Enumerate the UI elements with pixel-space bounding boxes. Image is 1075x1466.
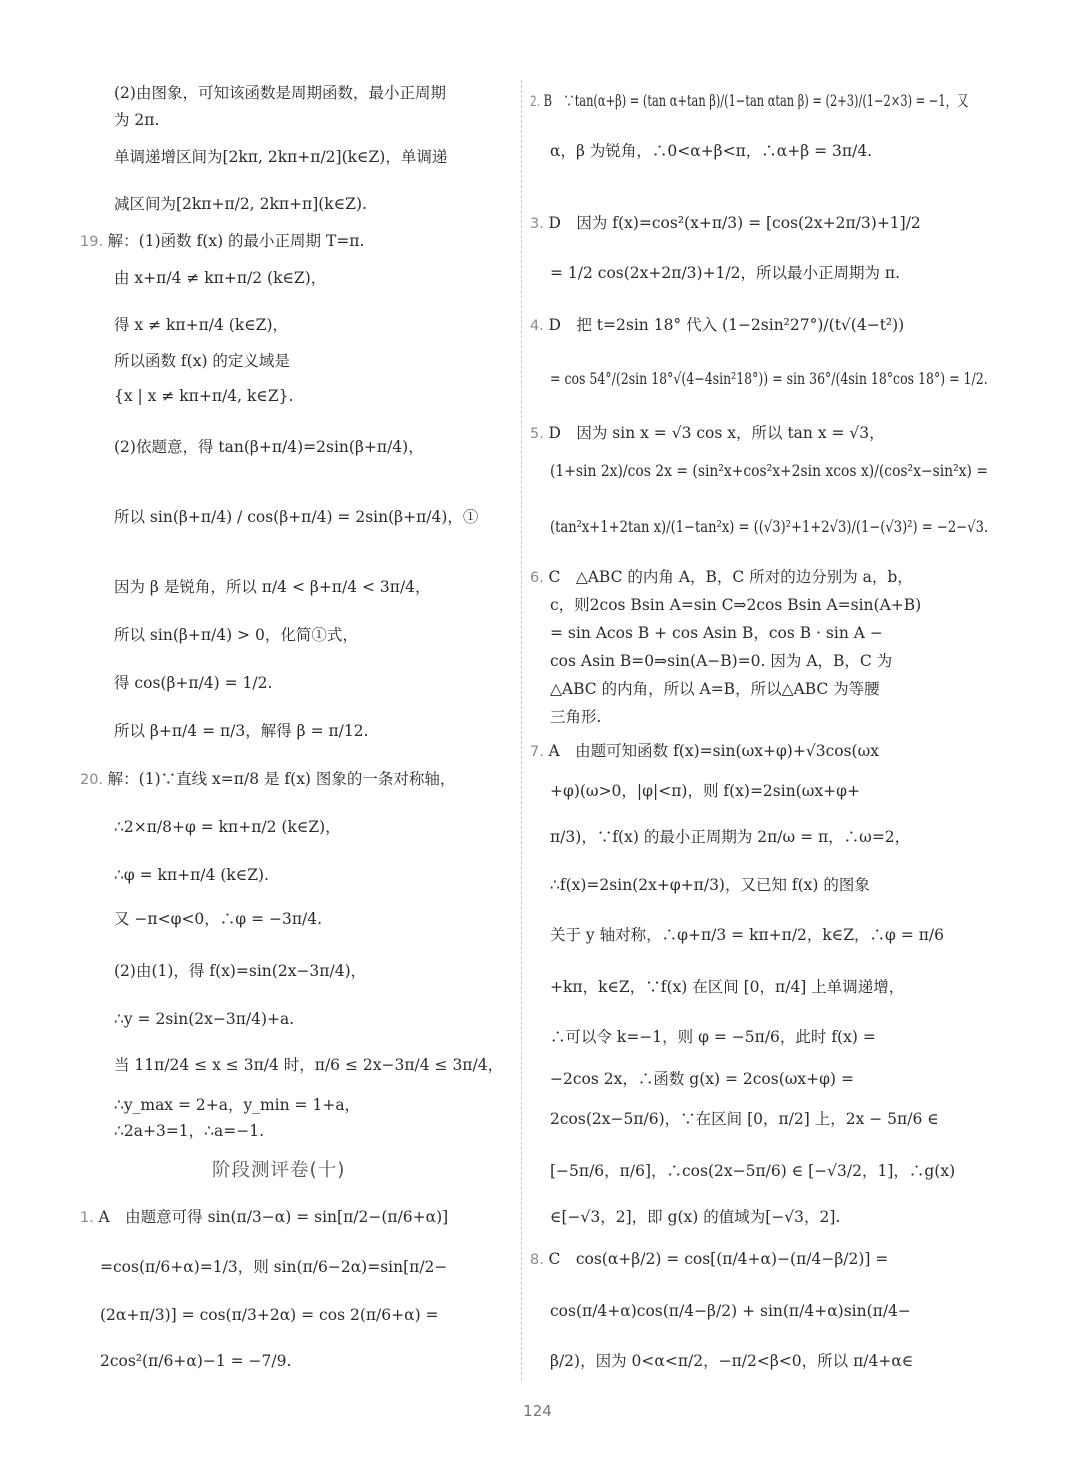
line-text: α，β 为锐角，∴0<α+β<π，∴α+β = 3π/4.	[550, 142, 873, 160]
left-line	[114, 1056, 503, 1075]
left-line	[114, 674, 272, 693]
line-text: D 把 t=2sin 18° 代入 (1−2sin²27°)/(t√(4−t²))	[548, 316, 905, 334]
line-text: (2α+π/3)] = cos(π/3+2α) = cos 2(π/6+α) =	[100, 1306, 439, 1324]
line-text: (1+sin 2x)/cos 2x = (sin²x+cos²x+2sin xcos x)/(cos²x−sin²x) =	[550, 462, 988, 480]
right-line	[550, 142, 872, 161]
line-text: ∈[−√3，2]，即 g(x) 的值域为[−√3，2].	[550, 1208, 841, 1226]
left-line	[114, 910, 322, 929]
left-line	[114, 818, 341, 837]
line-text: 2cos(2x−5π/6)，∵在区间 [0，π/2] 上，2x − 5π/6 ∈	[550, 1110, 939, 1128]
item-number: 6.	[530, 570, 549, 586]
line-text: {x | x ≠ kπ+π/4, k∈Z}.	[114, 387, 294, 405]
right-line	[530, 214, 921, 233]
right-line	[550, 1352, 913, 1371]
right-line	[550, 1110, 939, 1129]
line-text: 三角形.	[550, 708, 602, 726]
right-line	[550, 1302, 911, 1321]
left-line	[114, 269, 326, 288]
line-text: π/3)，∵f(x) 的最小正周期为 2π/ω = π，∴ω=2，	[550, 828, 911, 846]
line-text: 所以函数 f(x) 的定义域是	[114, 352, 290, 370]
line-text: +φ)(ω>0，|φ|<π)，则 f(x)=2sin(ωx+φ+	[550, 782, 860, 800]
line-text: 解：(1)函数 f(x) 的最小正周期 T=π.	[107, 232, 365, 250]
item-number: 19.	[80, 234, 108, 250]
right-line	[550, 828, 910, 847]
left-line	[114, 352, 290, 371]
line-text: 为 2π.	[114, 111, 160, 129]
left-line	[114, 316, 288, 335]
left-line	[114, 1122, 264, 1141]
line-text: cos(π/4+α)cos(π/4−β/2) + sin(π/4+α)sin(π/4−	[550, 1302, 911, 1320]
item-number: 7.	[530, 744, 549, 760]
line-text: 又 −π<φ<0，∴φ = −3π/4.	[114, 910, 323, 928]
item-number: 2.	[530, 94, 544, 110]
line-text: [−5π/6，π/6]，∴cos(2x−5π/6) ∈ [−√3/2，1]，∴g(x)	[550, 1162, 956, 1180]
right-line	[550, 978, 904, 997]
left-line	[114, 148, 447, 167]
item-number: 3.	[530, 216, 549, 232]
line-text: 所以 sin(β+π/4) > 0，化简①式，	[114, 626, 358, 644]
right-line	[550, 876, 870, 895]
right-line	[530, 424, 885, 443]
line-text: cos Asin B=0⇒sin(A−B)=0. 因为 A，B，C 为	[550, 652, 893, 670]
line-text: 单调递增区间为[2kπ, 2kπ+π/2](k∈Z)，单调递	[114, 148, 448, 166]
line-text: ∴2a+3=1，∴a=−1.	[114, 1122, 265, 1140]
right-line	[550, 782, 860, 801]
right-line	[550, 264, 900, 283]
line-text: 所以 sin(β+π/4) / cos(β+π/4) = 2sin(β+π/4)，①	[114, 508, 479, 526]
line-text: ∴φ = kπ+π/4 (k∈Z).	[114, 866, 269, 884]
line-text: 解：(1)∵直线 x=π/8 是 f(x) 图象的一条对称轴，	[107, 770, 456, 788]
line-text: = 1/2 cos(2x+2π/3)+1/2，所以最小正周期为 π.	[550, 264, 901, 282]
left-line	[114, 111, 159, 130]
line-text: 由 x+π/4 ≠ kπ+π/2 (k∈Z)，	[114, 269, 327, 287]
left-line	[114, 1010, 294, 1029]
right-line	[530, 92, 968, 111]
line-text: (2)依题意，得 tan(β+π/4)=2sin(β+π/4)，	[114, 438, 424, 456]
right-line	[550, 1162, 955, 1181]
right-line	[550, 370, 988, 389]
line-text: −2cos 2x，∴函数 g(x) = 2cos(ωx+φ) =	[550, 1070, 854, 1088]
line-text: A 由题意可得 sin(π/3−α) = sin[π/2−(π/6+α)]	[98, 1208, 449, 1226]
right-line	[550, 1208, 840, 1227]
right-line	[550, 926, 944, 945]
left-line	[100, 1306, 439, 1325]
left-line	[114, 1096, 360, 1115]
line-text: ∴2×π/8+φ = kπ+π/2 (k∈Z)，	[114, 818, 341, 836]
line-text: 减区间为[2kπ+π/2, 2kπ+π](k∈Z).	[114, 195, 367, 213]
right-line	[530, 316, 904, 335]
left-line	[114, 578, 431, 597]
line-text: 得 cos(β+π/4) = 1/2.	[114, 674, 273, 692]
line-text: 因为 β 是锐角，所以 π/4 < β+π/4 < 3π/4，	[114, 578, 431, 596]
line-text: = cos 54°/(2sin 18°√(4−4sin²18°)) = sin 36°/(4sin 18°cos 18°) = 1/2.	[550, 370, 988, 388]
right-line	[550, 1028, 876, 1047]
right-line	[550, 652, 892, 671]
item-number: 20.	[80, 772, 108, 788]
line-text: 2cos²(π/6+α)−1 = −7/9.	[100, 1352, 292, 1370]
left-line	[114, 722, 369, 741]
item-number: 8.	[530, 1252, 549, 1268]
line-text: △ABC 的内角，所以 A=B，所以△ABC 为等腰	[550, 680, 880, 698]
left-line	[100, 1258, 447, 1277]
item-number: 1.	[80, 1210, 99, 1226]
line-text: ∴可以令 k=−1，则 φ = −5π/6，此时 f(x) =	[550, 1028, 876, 1046]
left-line	[114, 626, 358, 645]
left-line	[114, 962, 366, 981]
right-line	[550, 462, 988, 481]
line-text: ∴y = 2sin(2x−3π/4)+a.	[114, 1010, 295, 1028]
line-text: 得 x ≠ kπ+π/4 (k∈Z)，	[114, 316, 289, 334]
right-line	[530, 742, 879, 761]
line-text: D 因为 sin x = √3 cos x，所以 tan x = √3，	[548, 424, 885, 442]
item-number: 4.	[530, 318, 549, 334]
right-line	[550, 1070, 854, 1089]
line-text: (2)由图象，可知该函数是周期函数，最小正周期	[114, 84, 446, 102]
right-line	[530, 1250, 888, 1269]
left-line	[80, 232, 364, 251]
left-line	[100, 1352, 291, 1371]
line-text: +kπ，k∈Z，∵f(x) 在区间 [0，π/4] 上单调递增，	[550, 978, 905, 996]
left-line	[114, 866, 269, 885]
right-line	[530, 568, 913, 587]
left-line	[80, 1208, 448, 1227]
item-number: 5.	[530, 426, 549, 442]
line-text: ∴y_max = 2+a，y_min = 1+a，	[114, 1096, 361, 1114]
column-divider	[521, 80, 522, 1380]
line-text: (tan²x+1+2tan x)/(1−tan²x) = ((√3)²+1+2√3)/(1−(√3)²) = −2−√3.	[550, 518, 989, 536]
line-text: 关于 y 轴对称，∴φ+π/3 = kπ+π/2，k∈Z，∴φ = π/6	[550, 926, 945, 944]
left-line	[114, 195, 367, 214]
right-line	[550, 596, 921, 615]
section-title: 阶段测评卷(十)	[212, 1160, 346, 1181]
line-text: 所以 β+π/4 = π/3，解得 β = π/12.	[114, 722, 369, 740]
right-line	[550, 624, 883, 643]
left-line	[114, 438, 424, 457]
line-text: =cos(π/6+α)=1/3，则 sin(π/6−2α)=sin[π/2−	[100, 1258, 448, 1276]
line-text: = sin Acos B + cos Asin B，cos B · sin A −	[550, 624, 883, 642]
line-text: D 因为 f(x)=cos²(x+π/3) = [cos(2x+2π/3)+1]/2	[548, 214, 921, 232]
right-line	[550, 680, 880, 699]
line-text: c，则2cos Bsin A=sin C⇒2cos Bsin A=sin(A+B)	[550, 596, 922, 614]
line-text: C cos(α+β/2) = cos[(π/4+α)−(π/4−β/2)] =	[548, 1250, 889, 1268]
line-text: ∴f(x)=2sin(2x+φ+π/3)，又已知 f(x) 的图象	[550, 876, 870, 894]
line-text: B ∵tan(α+β) = (tan α+tan β)/(1−tan αtan β) = (2+3)/(1−2×3) = −1，又	[543, 92, 969, 110]
line-text: (2)由(1)，得 f(x)=sin(2x−3π/4)，	[114, 962, 367, 980]
right-line	[550, 708, 601, 727]
left-line	[114, 387, 293, 406]
line-text: 当 11π/24 ≤ x ≤ 3π/4 时，π/6 ≤ 2x−3π/4 ≤ 3π/4，	[114, 1056, 504, 1074]
line-text: β/2)，因为 0<α<π/2，−π/2<β<0，所以 π/4+α∈	[550, 1352, 914, 1370]
page-number: 124	[523, 1402, 552, 1420]
right-line	[550, 518, 988, 537]
left-line	[114, 508, 478, 527]
left-line	[114, 84, 446, 103]
line-text: A 由题可知函数 f(x)=sin(ωx+φ)+√3cos(ωx	[548, 742, 879, 760]
left-line	[80, 770, 455, 789]
line-text: C △ABC 的内角 A，B，C 所对的边分别为 a，b，	[548, 568, 913, 586]
